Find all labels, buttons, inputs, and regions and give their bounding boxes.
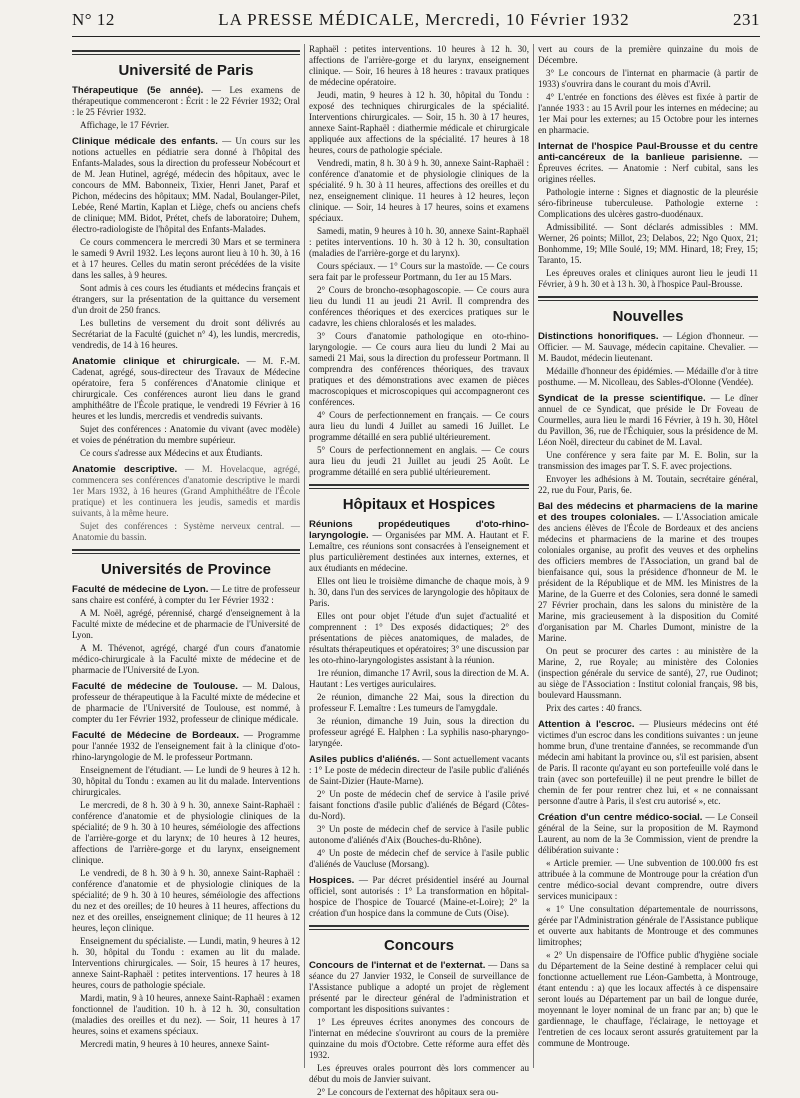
paragraph: Prix des cartes : 40 francs. — [546, 703, 642, 713]
item-text: — Le dîner annuel de ce Syndicat, que préside le Dr Foveau de Courmelles, aura lieu le mardi 16 Février, à 19 h. 30, Hôtel du Pavillon, 36, rue de l'Échiquier, sous la présidence de M. Léon Noël, directeur du cabinet de M. Laval. — [538, 393, 758, 447]
item-heading: Bal des médecins et pharmaciens de la marine et des troupes coloniales. — [538, 501, 758, 523]
paragraph: A M. Noël, agrégé, pérennisé, chargé d'enseignement à la Faculté mixte de médecine et de pharmacie de l'Université de Lyon. — [72, 608, 300, 640]
section-title: Universités de Province — [100, 561, 272, 578]
paragraph: Jeudi, matin, 9 heures à 12 h. 30, hôpital du Tondu : exposé des techniques chirurgicales de la spécialité. Interventions chirurgicales. — Soir, 15 h. 30 à 17 heures, annexe Saint-Raphaël : diathermie médicale et chirurgicale appliquée aux affections de la spécialité. 17 heures à 18 heures, cours de pathologie spéciale. — [309, 90, 529, 155]
item-heading: Distinctions honorifiques. — [538, 331, 659, 342]
item-heading: Faculté de médecine de Lyon. — [72, 584, 209, 595]
paragraph — [72, 464, 300, 519]
paragraph: Sujet des conférences : Système nerveux central. — Anatomie du bassin. — [72, 521, 300, 542]
paragraph: « 2° Un dispensaire de l'Office public d'hygiène sociale du Département de la Seine destiné à remplacer celui qui fonctionne actuellement rue Léon-Gambetta, à Montrouge, étant entendu : a) que les locaux affectés à ce dispensaire seront loués au Département par un bail de longue durée, moyennant le loyer nominal de un franc par an; b) que le gardiennage, le chauffage, l'éclairage, le nettoyage et l'entretien de ces locaux seront assurés gratuitement par la commune de Montrouge. — [538, 950, 758, 1048]
section-rule — [72, 549, 300, 551]
paragraph: « Article premier. — Une subvention de 100.000 frs est attribuée à la commune de Montrouge pour la création d'un centre médico-social devant comprendre, outre divers services municipaux : — [538, 858, 758, 901]
paragraph: 3e réunion, dimanche 19 Juin, sous la direction du professeur agrégé E. Halphen : La syphilis naso-pharyngo-laryngée. — [309, 716, 529, 748]
section-rule — [538, 296, 758, 298]
paragraph: Les épreuves orales et cliniques auront lieu le jeudi 11 Février, à 9 h. 30 et à 13 h. 30, à l'hospice Paul-Brousse. — [538, 268, 758, 289]
item-text: — Le titre de professeur sans chaire est conféré, à compter du 1er Février 1932 : — [72, 584, 300, 605]
item-text: — Sont actuellement vacants : 1° Le poste de médecin directeur de l'asile public d'aliénés de Saint-Dizier (Haute-Marne). — [309, 754, 529, 786]
paragraph — [72, 730, 300, 763]
item-heading: Faculté de Médecine de Bordeaux. — [72, 730, 240, 741]
paragraph: Envoyer les adhésions à M. Toutain, secrétaire général, 22, rue du Four, Paris, 6e. — [538, 474, 758, 495]
paragraph — [72, 85, 300, 118]
item-heading: Faculté de médecine de Toulouse. — [72, 681, 238, 692]
paragraph: Samedi, matin, 9 heures à 10 h. 30, annexe Saint-Raphaël : petites interventions. 10 h. 30 à 12 h. 30, consultation (maladies de l'arrière-gorge et du larynx). — [309, 226, 529, 258]
paragraph: Elles ont lieu le troisième dimanche de chaque mois, à 9 h. 30, dans l'un des services de laryngologie des hôpitaux de Paris. — [309, 576, 529, 608]
paragraph — [309, 754, 529, 787]
item-text: — M. F.-M. Cadenat, agrégé, sous-directeur des Travaux de Médecine opératoire, fera 5 conférences d'Anatomie clinique et chirurgicale. Ces conférences auront lieu dans le grand amphithéâtre de l'École pratique, le vendredi 19 Février à 16 heures et les lundis, mercredis et vendredis suivants. — [72, 356, 300, 421]
paragraph — [72, 356, 300, 422]
paragraph: Le mercredi, de 8 h. 30 à 9 h. 30, annexe Saint-Raphaël : conférence d'anatomie et de physiologie cliniques de la spécialité; de 9 h. 30 à 10 heures, séméiologie des affections de l'arrière-gorge et du larynx; de 10 heures à 12 heures, affections de l'arrière-gorge et du larynx, enseignement clinique. — [72, 800, 300, 865]
paragraph: Ce cours commencera le mercredi 30 Mars et se terminera le samedi 9 Avril 1932. Les leçons auront lieu à 10 h. 30, à 16 et à 17 heures. Celles du matin seront précédées de la visite dans les salles, à 9 heures. — [72, 237, 300, 280]
paragraph: « 1° Une consultation départementale de nourrissons, gérée par l'Administration générale de l'Assistance publique et ouverte aux habitants de Montrouge et des communes limitrophes; — [538, 904, 758, 947]
paragraph: Mardi, matin, 9 à 10 heures, annexe Saint-Raphaël : examen fonctionnel de l'audition. 10 h. à 12 h. 30, consultation (maladies des oreilles et du nez). — Soir, 11 heures à 17 heures, soins et examens spéciaux. — [72, 993, 300, 1036]
item-text: — Par décret présidentiel inséré au Journal officiel, sont autorisés : 1° La transformation en hôpital-hospice de l'hospice de Touarcé (Maine-et-Loire); 2° la création d'un hospice dans la commune de Cuts (Oise). — [309, 875, 529, 918]
paragraph: A M. Thévenot, agrégé, chargé d'un cours d'anatomie médico-chirurgicale à la Faculté mixte de médecine et de pharmacie de l'Université de Lyon. — [72, 643, 300, 675]
column-divider — [533, 44, 534, 1068]
column-divider — [304, 44, 305, 1068]
paragraph: 4° Un poste de médecin chef de service à l'asile public d'aliénés de Vaucluse (Morsang). — [309, 848, 529, 869]
paragraph — [538, 393, 758, 448]
paragraph: Raphaël : petites interventions. 10 heures à 12 h. 30, affections de l'arrière-gorge et du larynx, enseignement clinique. — Soir, 16 heures à 18 heures : travaux pratiques de médecine opératoire. — [309, 44, 529, 87]
section-title: Concours — [383, 937, 454, 954]
paragraph — [538, 141, 758, 185]
paragraph — [309, 519, 529, 574]
page-number: 231 — [732, 10, 760, 29]
paragraph: 3° Le concours de l'internat en pharmacie (à partir de 1933) s'ouvrira dans le courant du mois d'Avril. — [538, 68, 758, 89]
section-rule — [72, 54, 300, 55]
paragraph: Elles ont pour objet l'étude d'un sujet d'actualité et comprennent : 1° Des exposés didactiques; 2° des présentations de pièces anatomiques, de malades, de résultats thérapeutiques et opératoires; 3° une discussion par les oto-rhino-laryngologistes assistant à la réunion. — [309, 611, 529, 665]
paragraph: Admissibilité. — Sont déclarés admissibles : MM. Werner, 26 points; Millot, 23; Delabos, 22; Ngo Quox, 21; Bonhomme, 19; Mlle Soulé, 19; MM. Hinard, 18; Frey, 15; Taranto, 15. — [538, 222, 758, 265]
item-heading: Internat de l'hospice Paul-Brousse et du centre anti-cancéreux de la banlieue parisienne. — [538, 141, 758, 163]
paragraph: On peut se procurer des cartes : au ministère de la Marine, 2, rue Royale; au ministère des Colonies (inspection générale du service de santé), 27, rue Oudinot; au siège de l'Association : Institut colonial français, 98 bis, boulevard Haussmann. — [538, 646, 758, 700]
paragraph: Mercredi matin, 9 heures à 10 heures, annexe Saint- — [80, 1039, 270, 1049]
paragraph: Une conférence y sera faite par M. E. Bolin, sur la transmission des images par T. S. F. avec projections. — [538, 450, 758, 471]
paragraph: Ce cours s'adresse aux Médecins et aux Étudiants. — [80, 448, 263, 458]
paragraph: Le vendredi, de 8 h. 30 à 9 h. 30, annexe Saint-Raphaël : conférence d'anatomie et de physiologie cliniques de la spécialité; de 9 h. 30 à 10 heures, séméiologie des affections du nez et des oreilles; de 10 heures à 11 heures, affections du nez et des oreilles, enseignement clinique; de 11 heures à 12 heures, leçon clinique. — [72, 868, 300, 933]
section-rule — [72, 50, 300, 52]
masthead: LA PRESSE MÉDICALE, Mercredi, 10 Février 1932 — [218, 10, 630, 29]
paragraph: Enseignement du spécialiste. — Lundi, matin, 9 heures à 12 h. 30, hôpital du Tondu : examen au lit du malade. Interventions chirurgicales. — Soir, 15 heures à 17 heures, annexe Saint-Raphaël : petites interventions. 17 heures à 18 heures, cours de pathologie spéciale. — [72, 936, 300, 990]
section-rule — [309, 484, 529, 486]
item-text: — Les examens de thérapeutique commenceront : Écrit : le 22 Février 1932; Oral : le 25 Février 1932. — [72, 85, 300, 117]
paragraph: 2e réunion, dimanche 22 Mai, sous la direction du professeur F. Lemaître : Les tumeurs de l'amygdale. — [309, 692, 529, 713]
paragraph: Affichage, le 17 Février. — [80, 120, 169, 130]
paragraph: Vendredi, matin, 8 h. 30 à 9 h. 30, annexe Saint-Raphaël : conférence d'anatomie et de physiologie cliniques de la spécialité. 9 h. 30 à 11 heures, affections des oreilles et du nez, enseignement clinique. 11 heures à 12 heures, leçon clinique. — Soir, 14 heures à 17 heures, soins et examens spéciaux. — [309, 158, 529, 223]
item-text: — Le Conseil général de la Seine, sur la proposition de M. Raymond Laurent, au nom de la 3e Commission, vient de prendre la délibération suivante : — [538, 812, 758, 855]
item-heading: Asiles publics d'aliénés. — [309, 754, 420, 765]
paragraph: 3° Un poste de médecin chef de service à l'asile public autonome d'aliénés d'Aix (Bouches-du-Rhône). — [309, 824, 529, 845]
section-title: Université de Paris — [118, 62, 254, 79]
paragraph — [538, 812, 758, 856]
item-text: — Épreuves écrites. — Anatomie : Nerf cubital, sans les origines réelles. — [538, 152, 758, 184]
section-title: Hôpitaux et Hospices — [342, 496, 496, 513]
header-rule — [72, 36, 760, 37]
paragraph: Sujet des conférences : Anatomie du vivant (avec modèle) et voies de pénétration du membre supérieur. — [72, 424, 300, 445]
paragraph: 3° Cours d'anatomie pathologique en oto-rhino-laryngologie. — Ce cours aura lieu du lundi 2 Mai au samedi 21 Mai, sous la direction du professeur Portmann. Il comprendra des conférences théoriques, des travaux pratiques et des démonstrations avec examen de pièces macroscopiques et microscopiques qui accompagneront ces conférences. — [309, 331, 529, 407]
paragraph — [72, 584, 300, 606]
item-text: — M. Hovelacque, agrégé, commencera ses conférences d'anatomie descriptive le mardi 1er Mars 1932, à 16 heures (Grand Amphithéâtre de l'École pratique) et les continuera les jeudis, samedis et mardis suivants, à la même heure. — [72, 464, 300, 518]
paragraph: 1re réunion, dimanche 17 Avril, sous la direction de M. A. Hautant : Les vertiges auriculaires. — [309, 668, 529, 689]
column-2 — [309, 44, 530, 1097]
item-heading: Anatomie clinique et chirurgicale. — [72, 356, 240, 367]
section-rule — [538, 300, 758, 301]
column-3 — [538, 44, 758, 1070]
item-text: — Organisées par MM. A. Hautant et F. Lemaître, ces réunions sont consacrées à l'enseignement et plus particulièrement destinées aux internes, externes, et aux étudiants en médecine. — [309, 530, 529, 573]
paragraph — [538, 719, 758, 807]
column-1 — [72, 44, 300, 1070]
item-heading: Syndicat de la presse scientifique. — [538, 393, 706, 404]
paragraph — [538, 501, 758, 644]
item-text: — Programme pour l'année 1932 de l'enseignement fait à la clinique d'oto-rhino-laryngologie de M. le professeur Portmann. — [72, 730, 301, 762]
paragraph: 4° L'entrée en fonctions des élèves est fixée à partir de l'année 1933 : au 15 Avril pour les internes en médecine; au 1er Mai pour les externes; au 15 Octobre pour les internes en pharmacie. — [538, 92, 758, 135]
item-heading: Anatomie descriptive. — [72, 464, 178, 475]
paragraph: 4° Cours de perfectionnement en français. — Ce cours aura lieu du lundi 4 Juillet au samedi 16 Juillet. Le programme détaillé en sera publié ultérieurement. — [309, 410, 529, 442]
paragraph: Cours spéciaux. — 1° Cours sur la mastoïde. — Ce cours sera fait par le professeur Portmann, du 1er au 15 Mars. — [309, 261, 529, 282]
item-heading: Création d'un centre médico-social. — [538, 812, 703, 823]
item-text: — Dans sa séance du 27 Janvier 1932, le Conseil de surveillance de l'Assistance publique a adopté un projet de règlement présenté par le directeur général de l'administration et comportant les dispositions suivantes : — [309, 960, 530, 1014]
paragraph: Les bulletins de versement du droit sont délivrés au Secrétariat de la Faculté (guichet n° 4), les lundis, mercredis, vendredis, de 14 à 16 heures. — [72, 318, 300, 350]
item-heading: Concours de l'internat et de l'externat. — [309, 960, 486, 971]
item-text: — Un cours sur les notions actuelles en pédiatrie sera donné à l'hôpital des Enfants-Malades, sous la direction du professeur Nobécourt et de M. Jean Hutinel, agrégé, médecin des hôpitaux, avec le concours de MM. Babonneix, Tixier, Henri Janet, Paraf et Pichon, médecins des hôpitaux; MM. Nadal, Boulanger-Pilet, Lebée, René Martin, Kaplan et Liège, chefs ou anciens chefs de clinique; MM. Bidot, Prétet, chefs de laboratoire; Duhem, électro-radiologiste de l'hôpital des Enfants-Malades. — [72, 136, 300, 234]
item-heading: Thérapeutique (5e année). — [72, 85, 204, 96]
paragraph — [309, 875, 529, 919]
paragraph — [72, 136, 300, 235]
item-heading: Clinique médicale des enfants. — [72, 136, 218, 147]
page-header — [72, 10, 760, 34]
paragraph: 2° Le concours de l'externat des hôpitaux sera ou- — [317, 1087, 499, 1097]
item-text: — Plusieurs médecins ont été victimes d'un escroc dans les conditions suivantes : un jeune homme brun, d'une trentaine d'années, se recommande d'un médecin ami habitant la province ou, s'il est parisien, absent de Paris. Il raconte qu'ayant eu son portefeuille volé dans le train (avec son portefeuille) il ne peut prendre le billet de chemin de fer pour rentrer chez lui, et « ne connaissant personne d'autre à Paris, il s'est cru autorisé », etc. — [538, 719, 758, 806]
paragraph: Les épreuves orales pourront dès lors commencer au début du mois de Janvier suivant. — [309, 1063, 529, 1084]
section-rule — [309, 929, 529, 930]
issue-number: N° 12 — [72, 10, 115, 29]
paragraph: vert au cours de la première quinzaine du mois de Décembre. — [538, 44, 758, 65]
section-rule — [309, 925, 529, 927]
paragraph: Enseignement de l'étudiant. — Le lundi de 9 heures à 12 h. 30, hôpital du Tondu : examen au lit du malade. Interventions chirurgicales. — [72, 765, 300, 797]
paragraph — [72, 681, 300, 725]
section-rule — [72, 553, 300, 554]
paragraph: 2° Cours de broncho-œsophagoscopie. — Ce cours aura lieu du lundi 11 au jeudi 21 Avril. Il comprendra des conférences théoriques et des exercices pratiques sur le cadavre, les chiens chloralosés et les malades. — [309, 285, 529, 328]
paragraph — [538, 331, 758, 364]
paragraph: 1° Les épreuves écrites anonymes des concours de l'internat en médecine s'ouvriront au cours de la première quinzaine du mois d'Octobre. Cette réforme aura effet dès 1932. — [309, 1017, 529, 1060]
paragraph: 5° Cours de perfectionnement en anglais. — Ce cours aura lieu du jeudi 21 Juillet au jeudi 25 Août. Le programme détaillé en sera publié ultérieurement. — [309, 445, 529, 477]
paragraph: 2° Un poste de médecin chef de service à l'asile privé faisant fonctions d'asile public d'aliénés de Bégard (Côtes-du-Nord). — [309, 789, 529, 821]
item-text: — L'Association amicale des anciens élèves de l'École de Bordeaux et des anciens médecins et pharmaciens de la marine et des troupes coloniales organise, au profit des veuves et des orphelins des officiers membres de l'Association, un grand bal de bienfaisance qui, sous la présidence d'honneur de M. le président de la République et de MM. les Ministres de la Marine, de la Guerre et des Colonies, sera donné le samedi 27 Février prochain, dans les salons du ministère de la Marine, mis gracieusement à la disposition du Comité d'organisation par M. Charles Dumont, ministre de la Marine. — [538, 512, 759, 643]
item-heading: Attention à l'escroc. — [538, 719, 635, 730]
item-text: — M. Dalous, professeur de thérapeutique à la Faculté mixte de médecine et de pharmacie de l'Université de Toulouse, est nommé, à compter du 1er Février 1932, professeur de clinique médicale. — [72, 681, 300, 724]
paragraph: Sont admis à ces cours les étudiants et médecins français et étrangers, sur la présentation de la quittance du versement d'un droit de 250 francs. — [72, 283, 300, 315]
paragraph — [309, 960, 529, 1015]
paragraph: Pathologie interne : Signes et diagnostic de la pleurésie séro-fibrineuse tuberculeuse. Pathologie externe : Complications des ulcères gastro-duodénaux. — [538, 187, 758, 219]
item-text: — Légion d'honneur. — Officier. — M. Sauvage, médecin capitaine. Chevalier. — M. Baudot, médecin lieutenant. — [538, 331, 758, 363]
item-heading: Réunions propédeutiques d'oto-rhino-laryngologie. — [309, 519, 529, 541]
item-heading: Hospices. — [309, 875, 355, 886]
section-rule — [309, 488, 529, 489]
section-title: Nouvelles — [612, 308, 684, 325]
paragraph: Médaille d'honneur des épidémies. — Médaille d'or à titre posthume. — M. Nicolleau, des Sables-d'Olonne (Vendée). — [538, 366, 758, 387]
